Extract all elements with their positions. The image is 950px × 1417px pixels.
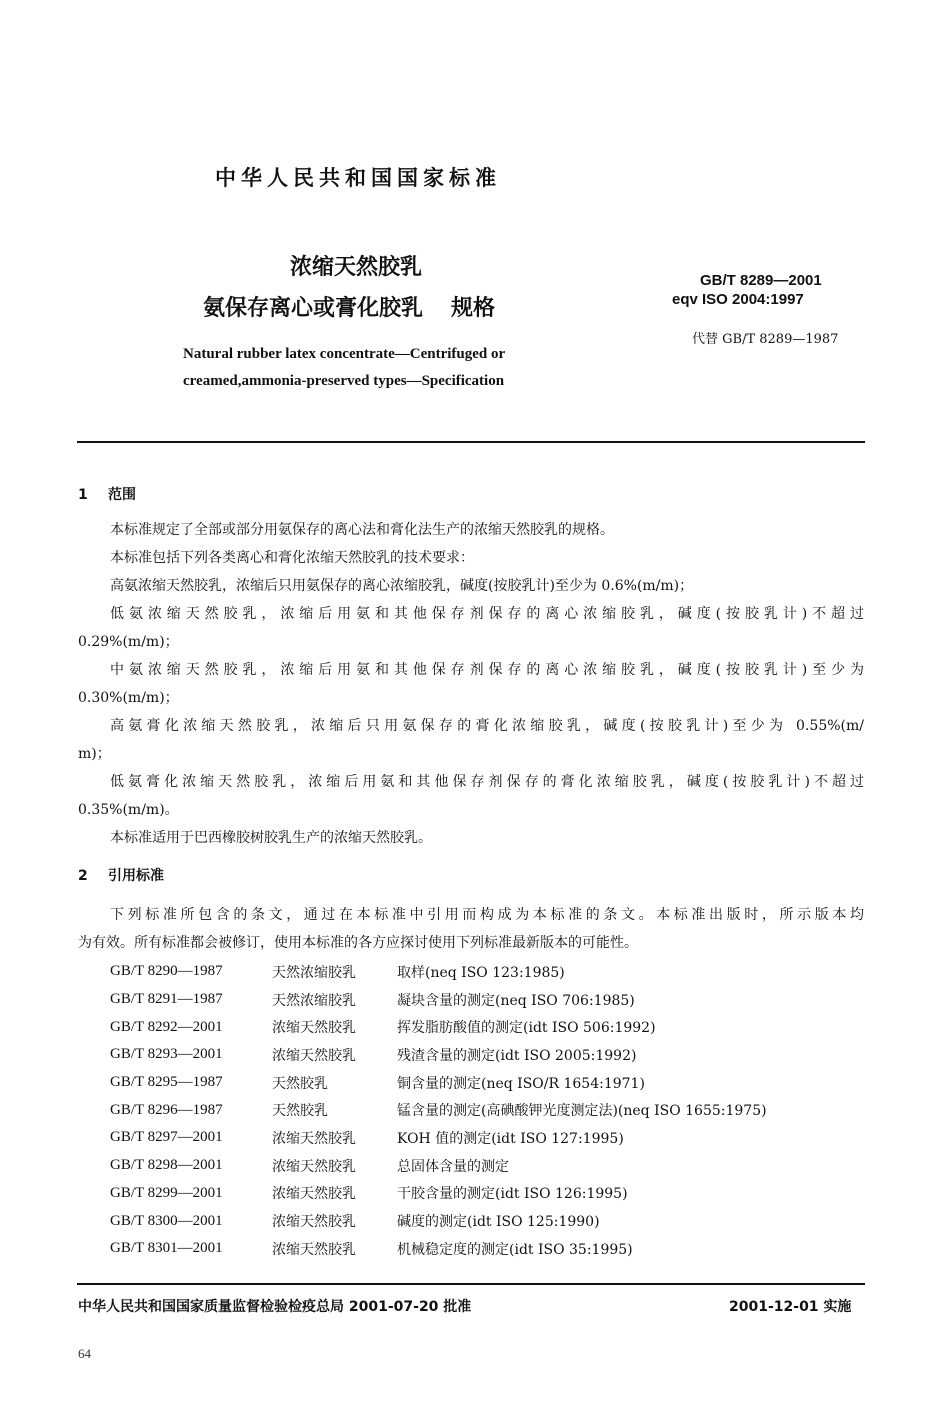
section-1-title: 范围 (108, 487, 136, 503)
standard-title-main: 氨保存离心或膏化胶乳 (203, 296, 424, 321)
reference-code: GB/T 8295—1987 (110, 1074, 223, 1091)
reference-code: GB/T 8297—2001 (110, 1129, 223, 1146)
header-divider (77, 441, 865, 443)
reference-item (110, 1124, 767, 1152)
reference-name: 浓缩天然胶乳 (272, 1158, 356, 1175)
replaces-standard: 代替 GB/T 8289—1987 (692, 332, 839, 347)
scope-line-5: 0.29%(m/m)； (78, 634, 179, 650)
section-2-heading (78, 865, 164, 885)
reference-code: GB/T 8290—1987 (110, 963, 223, 980)
reference-item (110, 1069, 767, 1097)
reference-item (110, 958, 767, 986)
reference-name: 天然胶乳 (272, 1075, 328, 1092)
scope-line-2: 本标准包括下列各类离心和膏化浓缩天然胶乳的技术要求： (110, 550, 474, 566)
reference-name: 浓缩天然胶乳 (272, 1186, 356, 1203)
reference-title: 干胶含量的测定(idt ISO 126:1995) (397, 1186, 628, 1203)
reference-name: 天然浓缩胶乳 (272, 992, 356, 1009)
reference-title: 凝块含量的测定(neq ISO 706:1985) (397, 992, 635, 1009)
reference-item (110, 1096, 767, 1124)
references-intro-line1: 下列标准所包含的条文，通过在本标准中引用而构成为本标准的条文。本标准出版时，所示版本均 (110, 907, 864, 923)
footer-divider (77, 1283, 865, 1285)
scope-line-9: m)； (78, 746, 111, 762)
reference-item (110, 1041, 767, 1069)
reference-code: GB/T 8301—2001 (110, 1240, 223, 1257)
reference-title: 挥发脂肪酸值的测定(idt ISO 506:1992) (397, 1020, 656, 1037)
reference-item (110, 1013, 767, 1041)
national-standard-heading: 中华人民共和国国家标准 (215, 166, 501, 190)
reference-title: 机械稳定度的测定(idt ISO 35:1995) (397, 1241, 633, 1258)
reference-item (110, 1235, 767, 1263)
scope-line-4: 低氨浓缩天然胶乳，浓缩后用氨和其他保存剂保存的离心浓缩胶乳，碱度(按胶乳计)不超过 (110, 606, 864, 622)
standard-title-line2 (203, 291, 495, 322)
reference-code: GB/T 8296—1987 (110, 1101, 223, 1118)
scope-line-11: 0.35%(m/m)。 (78, 802, 179, 818)
page-number: 64 (78, 1346, 91, 1361)
references-intro-line2: 为有效。所有标准都会被修订，使用本标准的各方应探讨使用下列标准最新版本的可能性。 (78, 935, 638, 951)
section-2-title: 引用标准 (108, 868, 164, 884)
reference-title: 锰含量的测定(高碘酸钾光度测定法)(neq ISO 1655:1975) (397, 1103, 767, 1120)
reference-code: GB/T 8292—2001 (110, 1018, 223, 1035)
implementation-date: 2001-12-01 实施 (729, 1299, 852, 1315)
reference-name: 浓缩天然胶乳 (272, 1020, 356, 1037)
scope-line-7: 0.30%(m/m)； (78, 690, 179, 706)
standard-title-suffix: 规格 (451, 296, 496, 321)
reference-list (110, 958, 767, 1263)
reference-code: GB/T 8293—2001 (110, 1046, 223, 1063)
approval-statement: 中华人民共和国国家质量监督检验检疫总局 2001-07-20 批准 (78, 1299, 472, 1315)
reference-title: KOH 值的测定(idt ISO 127:1995) (397, 1130, 624, 1147)
reference-title: 铜含量的测定(neq ISO/R 1654:1971) (397, 1075, 645, 1092)
scope-line-6: 中氨浓缩天然胶乳，浓缩后用氨和其他保存剂保存的离心浓缩胶乳，碱度(按胶乳计)至少为 (110, 662, 864, 678)
reference-name: 浓缩天然胶乳 (272, 1241, 356, 1258)
reference-name: 浓缩天然胶乳 (272, 1047, 356, 1064)
reference-item (110, 1207, 767, 1235)
reference-code: GB/T 8291—1987 (110, 991, 223, 1008)
english-title-line2: creamed,ammonia-preserved types—Specification (183, 373, 505, 389)
reference-code: GB/T 8300—2001 (110, 1212, 223, 1229)
scope-line-8: 高氨膏化浓缩天然胶乳，浓缩后只用氨保存的膏化浓缩胶乳，碱度(按胶乳计)至少为 0.55%(m/ (110, 718, 864, 734)
scope-line-3: 高氨浓缩天然胶乳，浓缩后只用氨保存的离心浓缩胶乳，碱度(按胶乳计)至少为 0.6%(m/m)； (110, 578, 694, 594)
scope-line-1: 本标准规定了全部或部分用氨保存的离心法和膏化法生产的浓缩天然胶乳的规格。 (110, 522, 614, 538)
reference-name: 浓缩天然胶乳 (272, 1130, 356, 1147)
section-1-heading (78, 484, 136, 504)
reference-name: 天然胶乳 (272, 1103, 328, 1120)
standard-title-line1: 浓缩天然胶乳 (290, 255, 423, 280)
reference-code: GB/T 8298—2001 (110, 1157, 223, 1174)
section-1-number: 1 (78, 487, 88, 503)
section-2-number: 2 (78, 868, 88, 884)
scope-line-10: 低氨膏化浓缩天然胶乳，浓缩后用氨和其他保存剂保存的膏化浓缩胶乳，碱度(按胶乳计)不超过 (110, 774, 864, 790)
reference-title: 取样(neq ISO 123:1985) (397, 964, 565, 981)
scope-line-12: 本标准适用于巴西橡胶树胶乳生产的浓缩天然胶乳。 (110, 830, 432, 846)
reference-title: 残渣含量的测定(idt ISO 2005:1992) (397, 1047, 637, 1064)
equivalent-standard: eqv ISO 2004:1997 (672, 291, 804, 308)
reference-code: GB/T 8299—2001 (110, 1184, 223, 1201)
reference-item (110, 1152, 767, 1180)
reference-title: 碱度的测定(idt ISO 125:1990) (397, 1214, 600, 1231)
standard-code: GB/T 8289—2001 (700, 272, 822, 289)
reference-item (110, 1180, 767, 1208)
english-title-line1: Natural rubber latex concentrate—Centrifuged or (183, 346, 506, 362)
reference-item (110, 986, 767, 1014)
reference-name: 天然浓缩胶乳 (272, 964, 356, 981)
reference-title: 总固体含量的测定 (397, 1158, 509, 1175)
reference-name: 浓缩天然胶乳 (272, 1214, 356, 1231)
